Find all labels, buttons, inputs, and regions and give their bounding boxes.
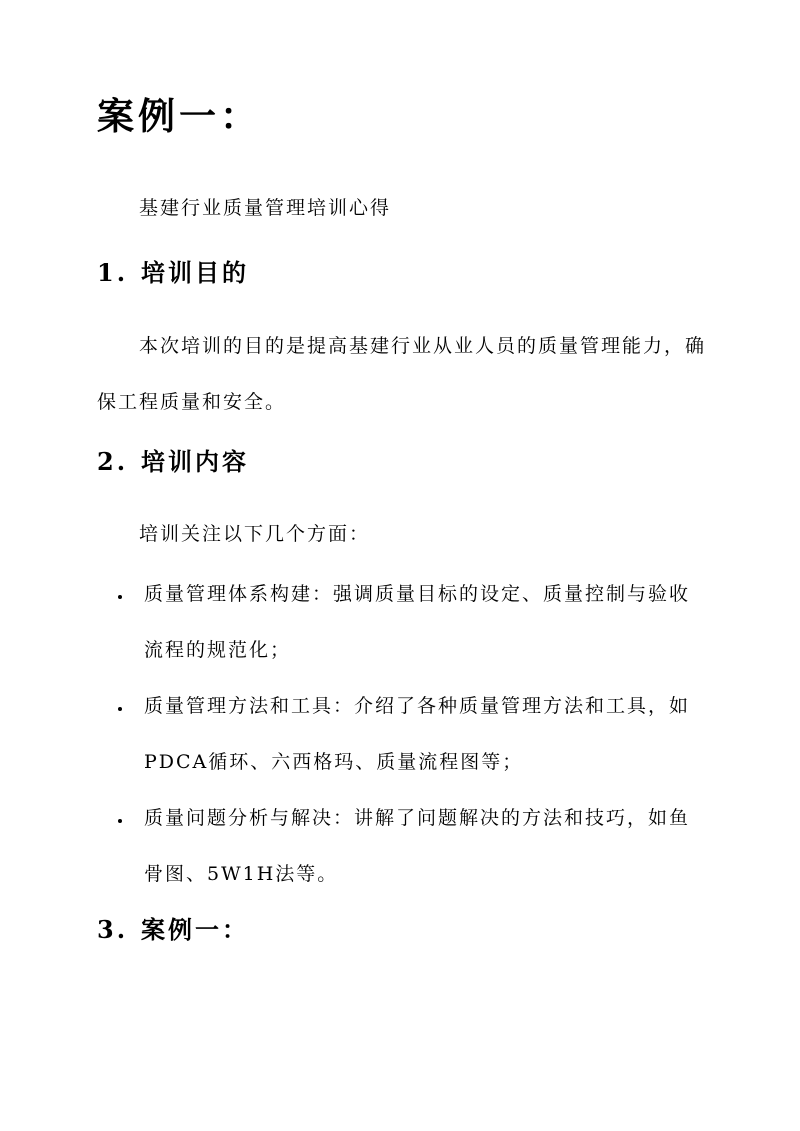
bullet-icon xyxy=(118,707,122,711)
section-2-intro: 培训关注以下几个方面： xyxy=(139,523,371,545)
section-title: 培训内容 xyxy=(141,447,249,476)
section-heading-1 xyxy=(97,255,249,291)
section-number: 1. xyxy=(97,258,129,287)
section-1-paragraph: 本次培训的目的是提高基建行业从业人员的质量管理能力，确保工程质量和安全。 xyxy=(97,335,707,413)
bullet-icon xyxy=(118,819,122,823)
section-number: 3. xyxy=(97,915,129,944)
document-title: 案例一： xyxy=(97,94,261,138)
list-item-text: 质量管理方法和工具：介绍了各种质量管理方法和工具，如PDCA循环、六西格玛、质量流程图等； xyxy=(144,695,691,773)
section-heading-2 xyxy=(97,444,249,480)
document-subtitle: 基建行业质量管理培训心得 xyxy=(139,197,392,219)
section-title: 培训目的 xyxy=(141,258,249,287)
list-item-text: 质量管理体系构建：强调质量目标的设定、质量控制与验收流程的规范化； xyxy=(144,583,691,661)
section-heading-3 xyxy=(97,912,249,948)
section-number: 2. xyxy=(97,447,129,476)
section-title: 案例一： xyxy=(141,915,249,944)
list-item-text: 质量问题分析与解决：讲解了问题解决的方法和技巧，如鱼骨图、5W1H法等。 xyxy=(144,807,691,885)
bullet-icon xyxy=(118,595,122,599)
